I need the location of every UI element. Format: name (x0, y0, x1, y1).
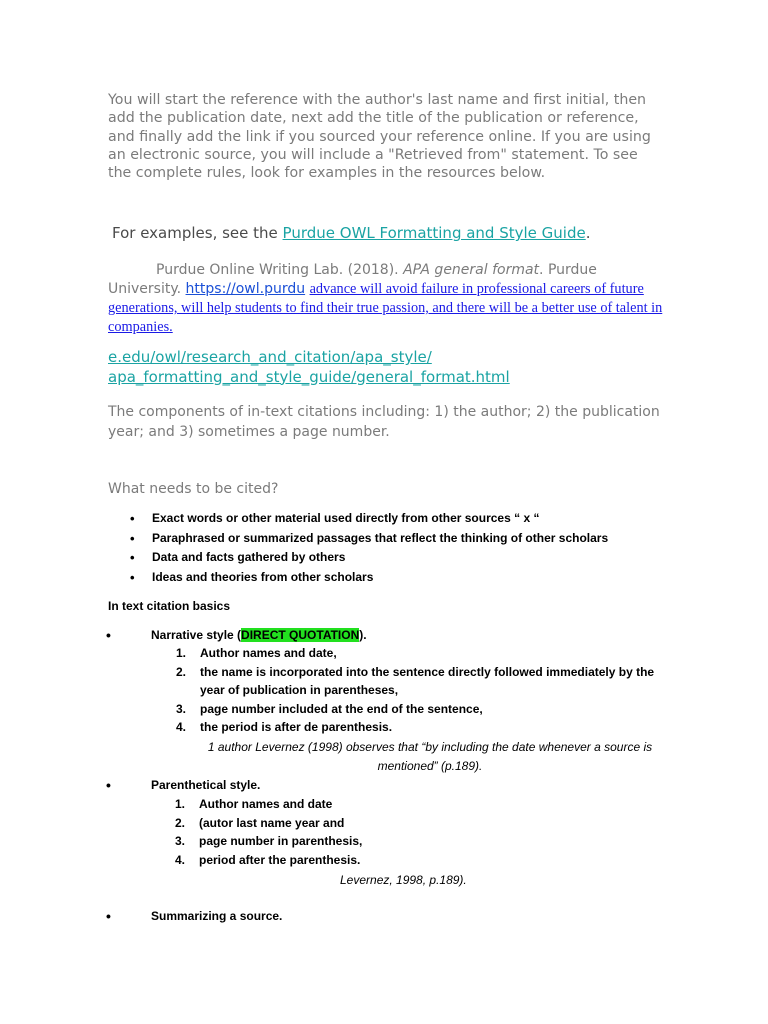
narrative-example: 1 author Levernez (1998) observes that “by including the date whenever a source is mentioned” (p.189). (207, 740, 653, 773)
reference-citation (108, 261, 668, 337)
examples-suffix: . (585, 224, 591, 242)
parenthetical-label: Parenthetical style. (151, 778, 261, 792)
bullet-icon: • (106, 627, 111, 643)
basics-heading: In text citation basics (108, 599, 231, 613)
needs-heading: What needs to be cited? (108, 481, 279, 497)
overlay-text: advance will avoid failure in professional careers of future generations, will help students to find their true passion, and there will be a better use of talent in companies. (108, 281, 663, 335)
citation-author-date: Purdue Online Writing Lab. (2018). (156, 262, 404, 278)
list-item: 4. the period is after de parenthesis. (176, 720, 393, 735)
parenthetical-example: Levernez, 1998, p.189). (340, 873, 467, 887)
url-line-1[interactable]: e.edu/owl/research_and_citation/apa_style/ (108, 348, 432, 366)
components-paragraph: The components of in-text citations including: 1) the author; 2) the publication year; and 3) sometimes a page number. (108, 404, 660, 440)
intro-paragraph: You will start the reference with the author's last name and first initial, then add the publication date, next add the title of the publication or reference, and finally add the link if you sourced your reference online. If you are using an electronic source, you will include a "Retrieved from" statement. To see the complete rules, look for examples in the resources below. (108, 92, 651, 182)
list-item: 1. Author names and date (175, 797, 333, 811)
examples-prefix: For examples, see the (112, 224, 283, 242)
list-item: • Data and facts gathered by others (126, 548, 608, 568)
narrative-label: Narrative style (DIRECT QUOTATION). (151, 628, 367, 642)
needs-list (126, 509, 608, 587)
list-item: • Ideas and theories from other scholars (126, 568, 608, 588)
list-item: • Paraphrased or summarized passages that reflect the thinking of other scholars (126, 529, 608, 549)
citation-title: APA general format (403, 262, 540, 278)
direct-quotation-highlight: DIRECT QUOTATION (241, 628, 360, 642)
narrative-steps (176, 644, 670, 737)
purdue-owl-link[interactable]: Purdue OWL Formatting and Style Guide (282, 224, 586, 242)
citation-publisher: . Purdue University. (108, 262, 597, 297)
list-item: 2. the name is incorporated into the sentence directly followed immediately by the year of publication in parentheses, (176, 664, 655, 698)
examples-line (112, 223, 591, 243)
bullet-icon: • (106, 777, 111, 793)
list-item: 3. page number included at the end of the sentence, (176, 701, 483, 716)
list-item: • Exact words or other material used directly from other sources “ x “ (126, 509, 608, 529)
bullet-icon: • (106, 908, 111, 924)
url-line-2[interactable]: apa_formatting_and_style_guide/general_format.html (108, 367, 510, 386)
citation-url-continuation[interactable] (108, 348, 668, 387)
list-item: 1. Author names and date, (176, 646, 337, 660)
parenthetical-steps (175, 795, 669, 869)
summarizing-label: Summarizing a source. (151, 909, 283, 923)
list-item: 4. period after the parenthesis. (175, 852, 361, 867)
list-item: 2. (autor last name year and (175, 815, 345, 830)
citation-url-link[interactable]: https://owl.purdu (185, 281, 306, 297)
list-item: 3. page number in parenthesis, (175, 834, 363, 849)
